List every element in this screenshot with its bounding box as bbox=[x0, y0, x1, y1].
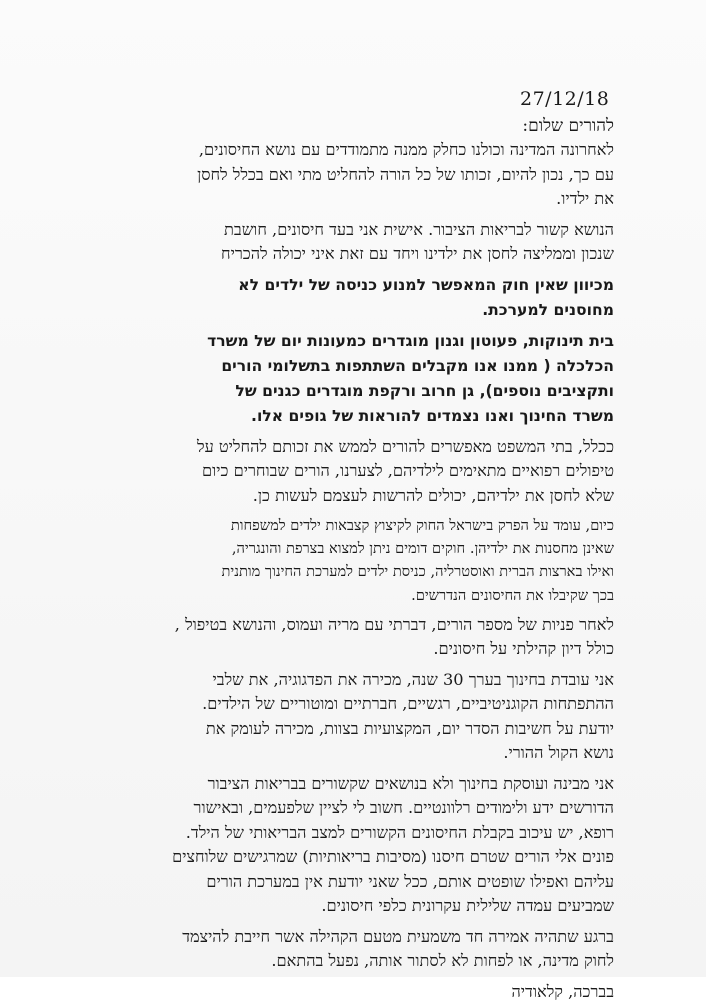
paragraph-line: לחוק מדינה, או לפחות לא לסתור אותה, נפעל בהתאם. bbox=[271, 951, 614, 971]
paragraph-line: לאחר פניות של מספר הורים, דברתי עם מריה ועמוס, והנושא בטיפול , bbox=[174, 614, 614, 634]
paragraph bbox=[94, 273, 614, 323]
paragraph-line: מכיוון שאין חוק המאפשר למנוע כניסה של ילדים לא bbox=[238, 275, 614, 294]
paragraph-line: עם כך, נכון להיום, זכותו של כל הורה להחליט מתי ואם בכלל לחסן bbox=[197, 164, 614, 184]
paragraph-line: ברגע שתהיה אמירה חד משמעית מטעם הקהילה אשר חייבת להיצמד bbox=[182, 926, 614, 946]
paragraph-line: אני עובדת בחינוך בערך 30 שנה, מכירה את הפדגוגיה, את שלבי bbox=[212, 669, 614, 689]
paragraph bbox=[94, 613, 614, 662]
paragraph-line: משרד החינוך ואנו נצמדים להוראות של גופים אלו. bbox=[251, 406, 614, 425]
letter-body bbox=[94, 114, 614, 1004]
paragraph-line: הנושא קשור לבריאות הציבור. אישית אני בעד חיסונים, חושבת bbox=[224, 219, 614, 239]
paragraph-line: כיום, עומד על הפרק בישראל החוק לקיצוץ קצבאות ילדים למשפחות bbox=[230, 517, 614, 534]
paragraph-line: כולל דיון קהילתי על חיסונים. bbox=[433, 639, 614, 659]
paragraph-line: רופא, יש עיכוב בקבלת החיסונים הקשורים למצב הבריאותי של הילד. bbox=[185, 822, 614, 842]
letter-date: 27/12/18 bbox=[520, 88, 610, 110]
letter-signature: בברכה, קלאודיה bbox=[511, 981, 614, 1001]
paragraph-line: פונים אלי הורים שטרם חיסנו (מסיבות בריאותיות) שמרגישים שלוחצים bbox=[172, 847, 614, 867]
paragraph-line: הכלכלה ( ממנו אנו מקבלים השתתפות בתשלומי הורים bbox=[221, 356, 614, 375]
paragraph-line: טיפולים רפואיים מתאימים לילדיהם, לצערנו, הורים שבוחרים כיום bbox=[202, 461, 614, 480]
paragraph-line: נושא הקול ההורי. bbox=[503, 743, 614, 763]
paragraph bbox=[94, 514, 614, 607]
paragraph-line: ואילו בארצות הברית ואוסטרליה, כניסת ילדים למערכת החינוך מותנית bbox=[221, 563, 614, 581]
paragraph bbox=[94, 772, 614, 919]
paragraph bbox=[94, 329, 614, 429]
paragraph-line: ותקציבים נוספים), גן חרוב ורקפת מוגדרים כגנים של bbox=[235, 381, 614, 400]
paragraph-line: בית תינוקות, פעוטון וגנון מוגדרים כמעונות יום של משרד bbox=[207, 331, 614, 350]
paragraph-line: את ילדיו. bbox=[556, 189, 614, 208]
paragraph-line: ההתפתחות הקוגניטיביים, רגשיים, חברתיים ומוטוריים של הילדים. bbox=[202, 694, 614, 714]
paragraph bbox=[94, 925, 614, 974]
paragraph-line: עליהם ואפילו שופטים אותם, ככל שאני יודעת אין במערכת הורים bbox=[206, 871, 614, 891]
paragraph-line: שמביעים עמדה שלילית עקרונית כלפי חיסונים. bbox=[321, 896, 614, 916]
paragraph-line: שלא לחסן את ילדיהם, יכולים להרשות לעצמם לעשות כן. bbox=[252, 485, 614, 505]
letter-greeting: להורים שלום: bbox=[522, 116, 614, 136]
paragraph bbox=[94, 218, 614, 267]
paragraph-line: לאחרונה המדינה וכולנו כחלק ממנה מתמודדים עם נושא החיסונים, bbox=[198, 140, 614, 159]
paragraph-line: הדורשים ידע ולימודים רלוונטיים. חשוב לי לציין שלפעמים, ובאישור bbox=[193, 798, 614, 818]
paragraph bbox=[94, 668, 614, 766]
paragraph-line: ככלל, בתי המשפט מאפשרים להורים לממש את זכותם להחליט על bbox=[197, 436, 614, 456]
letter-paragraphs bbox=[94, 138, 614, 974]
paragraph bbox=[94, 138, 614, 212]
paragraph-line: אני מבינה ועוסקת בחינוך ולא בנושאים שקשורים בבריאות הציבור bbox=[207, 773, 614, 793]
paragraph-line: שאינן מחסנות את ילדיהן. חוקים דומים ניתן למצוא בצרפת והונגריה, bbox=[231, 540, 614, 558]
paragraph-line: יודעת על חשיבות הסדר יום, המקצועיות בצוות, מכירה לעומק את bbox=[205, 718, 614, 738]
paragraph-line: מחוסנים למערכת. bbox=[482, 300, 614, 319]
paragraph bbox=[94, 435, 614, 509]
paragraph-line: שנכון וממליצה לחסן את ילדינו ויחד עם זאת איני יכולה להכריח bbox=[221, 244, 614, 263]
paragraph-line: בכך שקיבלו את החיסונים הנדרשים. bbox=[411, 586, 614, 604]
